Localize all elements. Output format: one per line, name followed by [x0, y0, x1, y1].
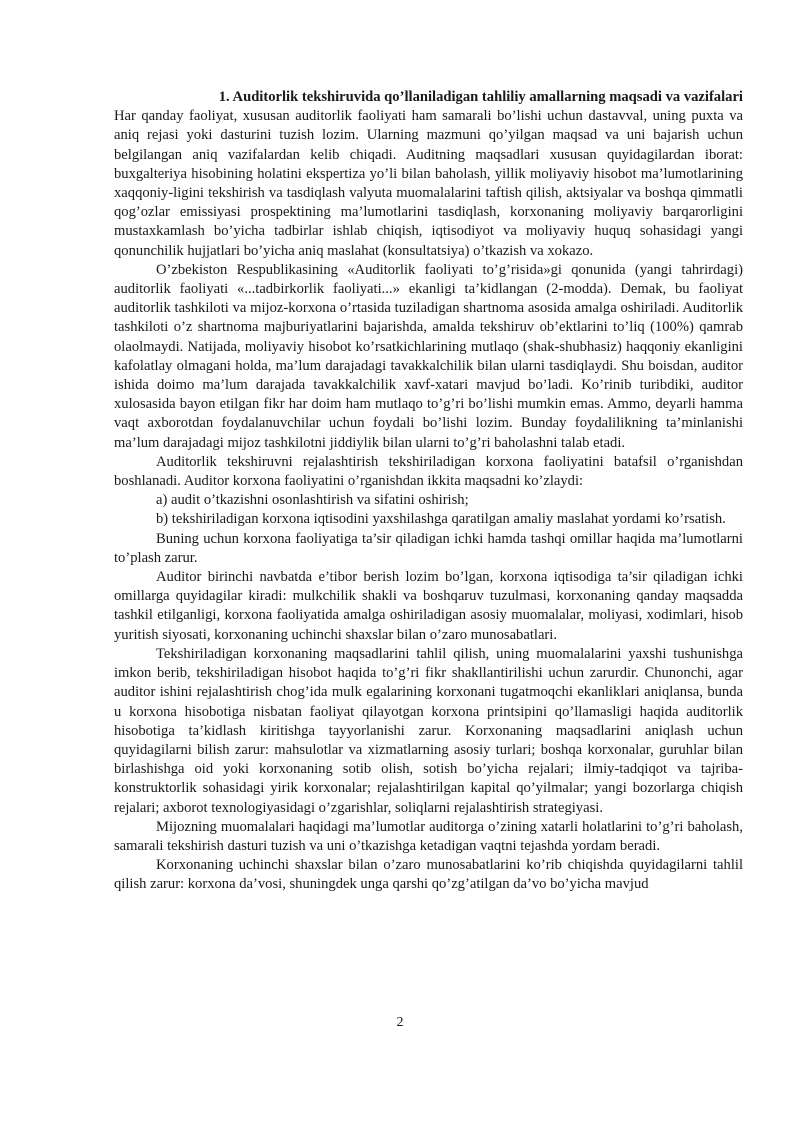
paragraph-10: Korxonaning uchinchi shaxslar bilan o’zaro munosabatlarini ko’rib chiqishda quyidagilarni tahlil qilish zarur: korxona da’vosi, shuningdek unga qarshi qo’zg’atilgan da’vo bo’yicha mavjud: [114, 857, 743, 893]
paragraph-7: Auditor birinchi navbatda e’tibor berish lozim bo’lgan, korxona iqtisodiga ta’sir qiladigan ichki omillarga quyidagilar kiradi: mulkchilik shakli va boshqaruv tuzulmasi, korxonaning qanday maqsadda tashkil etilganligi, korxona faoliyatida amalga oshiriladigan asosiy muomalalar, moliyasi, xodimlari, hisob yuritish siyosati, korxonaning uchinchi shaxslar bilan o’zaro munosabatlari.: [114, 569, 743, 643]
document-body: [114, 88, 743, 895]
paragraph-8: Tekshiriladigan korxonaning maqsadlarini tahlil qilish, uning muomalalarini yaxshi tushunishga imkon berib, tekshiriladigan hisobot haqida to’g’ri fikr shakllantirilishi uchun zarurdir. Chunonchi, agar auditor ishini rejalashtirish chog’ida mulk egalarining korxonani tugatmoqchi ekanliklari aniqlansa, bunda u korxona hisobotiga nisbatan faoliyat qilayotgan korxona printsipini qo’llamasligi haqida auditorlik hisobotiga ta’kidlash kiritishga tayyorlanishi zarur. Korxonaning maqsadlarini aniqlash uchun quyidagilarni bilish zarur: mahsulotlar va xizmatlarning asosiy turlari; boshqa korxonalar, guruhlar bilan birlashishga oid yoki korxonaning sotib olish, sotish bo’yicha rejalari; ilmiy-tadqiqot va tajriba-konstruktorlik sohasidagi yirik korxonalar; rejalashtirilgan kapital qo’yilmalar; yangi bozorlarga chiqish rejalari; axborot texnologiyasidagi o’zgarishlar, soliqlarni rejalashtirish strategiyasi.: [114, 645, 743, 816]
paragraph-3: Auditorlik tekshiruvni rejalashtirish tekshiriladigan korxona faoliyatini batafsil o’rganishdan boshlanadi. Auditor korxona faoliyatini o’rganishdan ikkita maqsadni ko’zlaydi:: [114, 453, 743, 490]
paragraph-1: Har qanday faoliyat, xususan auditorlik faoliyati ham samarali bo’lishi uchun dastavval, uning puxta va aniq rejasi yoki dasturini tuzish lozim. Ularning mazmuni qo’yilgan maqsad va uni bajarish uchun belgilangan aniq vazifalardan kelib chiqadi. Auditning maqsadlari xususan quyidagilardan iborat: buxgalteriya hisobining holatini ekspertiza yo’li bilan baholash, yillik moliyaviy hisobot ma’lumotlarining xaqqoniy-ligini tekshirish va tasdiqlash valyuta muomalalarini taftish qilish, aktsiyalar va boshqa qimmatli qog’ozlar emissiyasi prospektining ma’lumotlarini tasdiqlash, korxonaning moliyaviy barqarorligini mustaxkamlash bo’yicha tadbirlar ishlab chiqish, iqtisodiyot va moliyaviy huquq sohasidagi yangi qonunchilik hujjatlari bo’yicha aniq maslahat (konsultatsiya) o’tkazish va xokazo.: [114, 108, 743, 259]
page-number: 2: [396, 1015, 404, 1030]
section-heading: 1. Auditorlik tekshiruvida qo’llaniladigan tahliliy amallarning maqsadi va vazifalari: [218, 89, 743, 105]
list-item-b: b) tekshiriladigan korxona iqtisodini yaxshilashga qaratilgan amaliy maslahat yordami ko’rsatish.: [156, 511, 726, 528]
paragraph-6: Buning uchun korxona faoliyatiga ta’sir qiladigan ichki hamda tashqi omillar haqida ma’lumotlarni to’plash zarur.: [114, 530, 743, 566]
paragraph-9: Mijozning muomalalari haqidagi ma’lumotlar auditorga o’zining xatarli holatlarini to’g’ri baholash, samarali tekshirish dasturi tuzish va uni o’tkazishga ketadigan vaqtni tejashda yordam beradi.: [114, 818, 743, 854]
list-item-a: a) audit o’tkazishni osonlashtirish va sifatini oshirish;: [156, 492, 469, 509]
paragraph-2: O’zbekiston Respublikasining «Auditorlik faoliyati to’g’risida»gi qonunida (yangi tahrirdagi) auditorlik faoliyati «...tadbirkorlik faoliyati...» ekanligi ta’kidlangan (2-modda). Demak, bu faoliyat auditorlik tashkiloti va mijoz-korxona o’rtasida tuziladigan shartnoma asosida amalga oshiriladi. Auditorlik tashkiloti o’z shartnoma majburiyatlarini bajarishda, amalda tekshiruv ob’ektlarini to’liq (100%) qamrab olaolmaydi. Natijada, moliyaviy hisobot ko’rsatkichlarining mutlaqo (shak-shubhasiz) haqqoniy ekanligini kafolatlay olmagani holda, ma’lum darajadagi tavakkalchilik bilan ularni tasdiqlaydi. Shu boisdan, auditor ishida doimo ma’lum darajada tavakkalchilik xavf-xatari mavjud bo’ladi. Ko’rinib turibdiki, auditor xulosasida bayon etilgan fikr har doim ham mutlaqo to’g’ri bo’lishi mumkin emas. Ammo, deyarli hamma vaqt axborotdan foydalanuvchilar uchun foydali bo’lishi lozim. Bunday foydalilikning ta’minlanishi ma’lum darajadagi mijoz tashkilotni jiddiylik bilan ularni to’g’ri baholashni talab etadi.: [114, 261, 743, 451]
